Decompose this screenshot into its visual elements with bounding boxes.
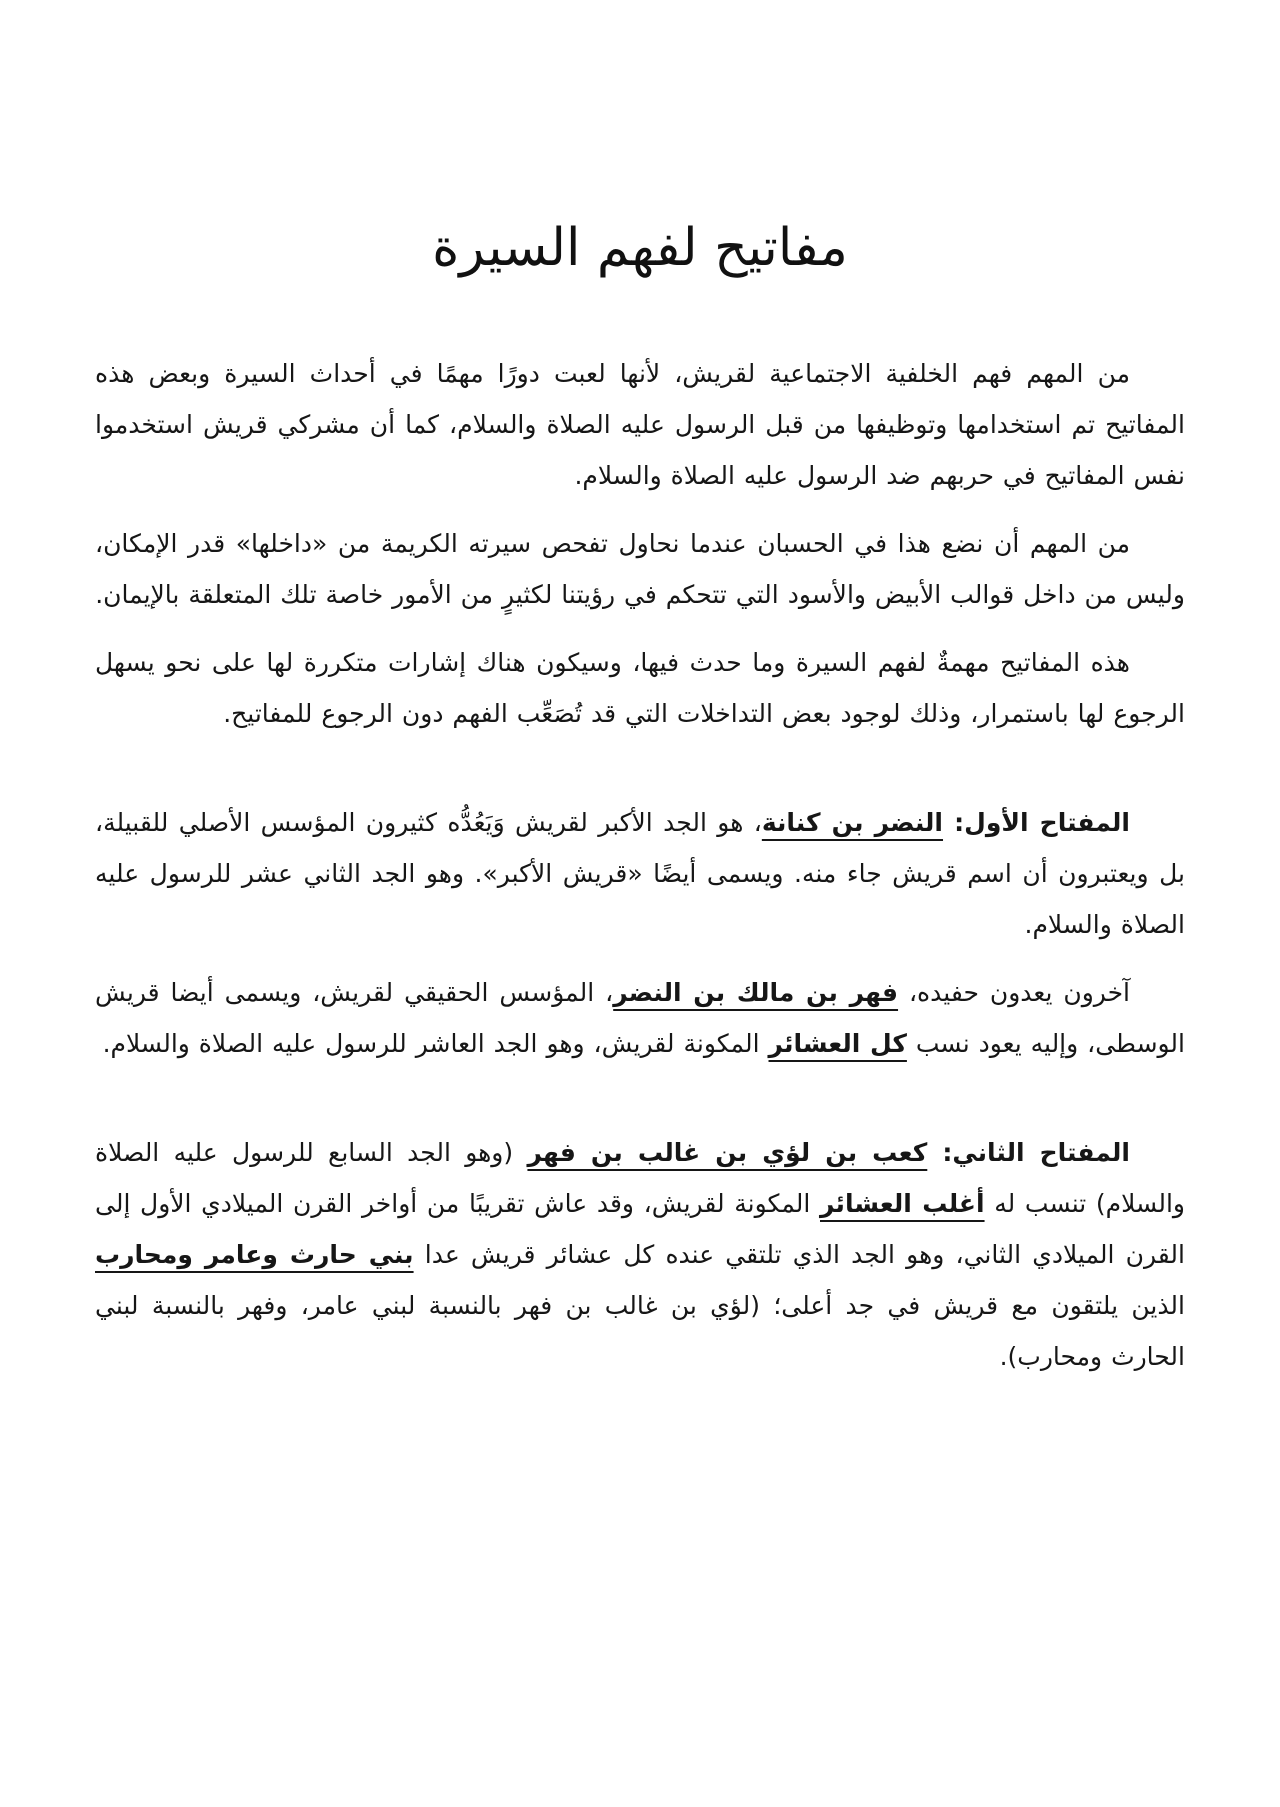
intro-paragraph-1: من المهم فهم الخلفية الاجتماعية لقريش، لأنها لعبت دورًا مهمًا في أحداث السيرة وبعض هذه المفاتيح تم استخدامها وتوظيفها من قبل الرسول عليه الصلاة والسلام، كما أن مشركي قريش استخدموا نفس المفاتيح في حربهم ضد الرسول عليه الصلاة والسلام. (95, 359, 1185, 490)
key2-emphasis-1: أغلب العشائر (820, 1189, 985, 1218)
key1-alt-emphasis: كل العشائر (768, 1029, 907, 1058)
key2-paragraph (95, 1127, 1185, 1382)
key1-alt-paragraph (95, 967, 1185, 1069)
key2-heading-label: المفتاح الثاني: (927, 1138, 1130, 1167)
key2-emphasis-2: بني حارث وعامر ومحارب (95, 1240, 414, 1269)
key1-alt-middle-text: ، المؤسس الحقيقي لقريش، ويسمى أيضا قريش الوسطى، وإليه يعود نسب (95, 978, 1185, 1058)
intro-paragraph-3: هذه المفاتيح مهمةٌ لفهم السيرة وما حدث فيها، وسيكون هناك إشارات متكررة لها على نحو يسهل الرجوع لها باستمرار، وذلك لوجود بعض التداخلات التي قد تُصَعِّب الفهم دون الرجوع للمفاتيح. (95, 648, 1185, 728)
page-title: مفاتيح لفهم السيرة (432, 218, 848, 278)
key1-body-text: ، هو الجد الأكبر لقريش وَيَعُدُّه كثيرون المؤسس الأصلي للقبيلة، بل ويعتبرون أن اسم قريش جاء منه. ويسمى أيضًا «قريش الأكبر». وهو الجد الثاني عشر للرسول عليه الصلاة والسلام. (95, 808, 1185, 939)
key1-subject-name: النضر بن كنانة (761, 808, 944, 837)
key1-alt-after-text: المكونة لقريش، وهو الجد العاشر للرسول عليه الصلاة والسلام. (102, 1029, 769, 1058)
intro-paragraph-2: من المهم أن نضع هذا في الحسبان عندما نحاول تفحص سيرته الكريمة من «داخلها» قدر الإمكان، وليس من داخل قوالب الأبيض والأسود التي تتحكم في رؤيتنا لكثيرٍ من الأمور خاصة تلك المتعلقة بالإيمان. (95, 529, 1185, 609)
key2-subject-name: كعب بن لؤي بن غالب بن فهر (527, 1138, 928, 1167)
key1-alt-before-text: آخرون يعدون حفيده، (898, 978, 1130, 1007)
key2-segment-3: الذين يلتقون مع قريش في جد أعلى؛ (لؤي بن غالب بن فهر بالنسبة لبني عامر، وفهر بالنسبة لبني الحارث ومحارب). (95, 1291, 1185, 1371)
key1-heading-label: المفتاح الأول: (943, 808, 1130, 837)
key2-segment-1: (وهو الجد السابع للرسول عليه الصلاة والسلام) تنسب له (95, 1138, 1185, 1218)
key1-paragraph (95, 797, 1185, 950)
key2-segment-2: المكونة لقريش، وقد عاش تقريبًا من أواخر القرن الميلادي الأول إلى القرن الميلادي الثاني، وهو الجد الذي تلتقي عنده كل عشائر قريش عدا (95, 1189, 1185, 1269)
key1-alt-subject-name: فهر بن مالك بن النضر (613, 978, 899, 1007)
